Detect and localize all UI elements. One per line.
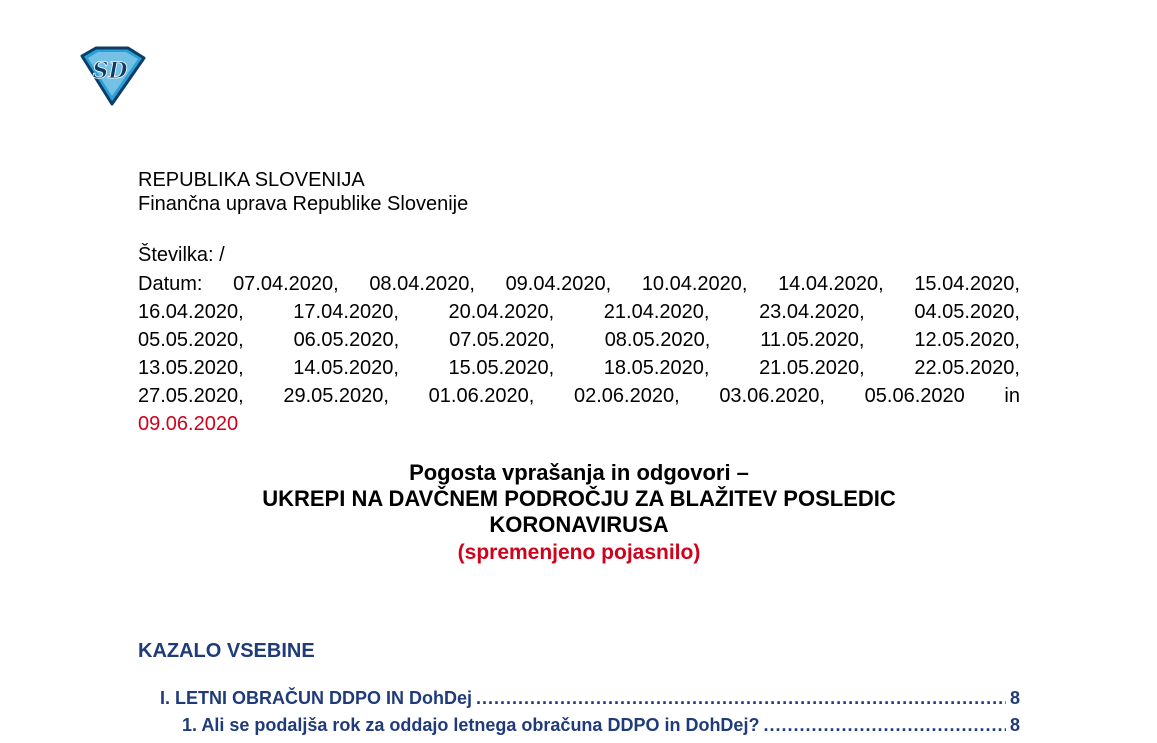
date-label: Datum:	[138, 273, 203, 295]
date-line	[138, 270, 1020, 298]
date-item: 12.05.2020,	[914, 329, 1020, 351]
issuer-header	[138, 168, 468, 216]
title-line-3: KORONAVIRUSA	[489, 512, 669, 537]
date-line	[138, 298, 1020, 326]
toc-entry-page[interactable]: 8	[1009, 715, 1020, 735]
document-title	[138, 460, 1020, 566]
date-item: 10.04.2020,	[641, 273, 748, 295]
date-item: 20.04.2020,	[448, 301, 555, 323]
date-line-latest	[138, 410, 1020, 438]
toc-entry-text[interactable]: I. LETNI OBRAČUN DDPO IN DohDej	[160, 688, 473, 708]
date-item: 07.05.2020,	[449, 329, 555, 351]
date-list	[138, 270, 1020, 438]
date-item: 16.04.2020,	[138, 301, 244, 323]
toc-leader-dots	[763, 715, 1006, 736]
date-item: 02.06.2020,	[573, 385, 680, 407]
date-item: 04.05.2020,	[914, 301, 1020, 323]
date-item: 27.05.2020,	[138, 385, 244, 407]
toc-entry[interactable]	[138, 688, 1020, 715]
date-conjunction: in	[1004, 385, 1020, 407]
authority-name: Finančna uprava Republike Slovenije	[138, 193, 469, 215]
date-item: 08.05.2020,	[604, 329, 711, 351]
toc-entry-page[interactable]: 8	[1009, 688, 1020, 708]
date-item: 09.04.2020,	[505, 273, 612, 295]
toc-entry[interactable]	[138, 715, 1020, 742]
date-item: 14.05.2020,	[293, 357, 399, 379]
date-item: 06.05.2020,	[293, 329, 400, 351]
changed-note: (spremenjeno pojasnilo)	[457, 541, 701, 564]
date-item: 15.05.2020,	[448, 357, 555, 379]
date-item: 05.06.2020	[864, 385, 965, 407]
logo-letters: SD	[92, 58, 128, 84]
date-item: 13.05.2020,	[138, 357, 244, 379]
latest-date: 09.06.2020	[138, 413, 239, 435]
date-item: 17.04.2020,	[293, 301, 399, 323]
sd-logo	[76, 46, 148, 106]
date-item: 29.05.2020,	[283, 385, 389, 407]
date-line	[138, 382, 1020, 410]
date-item: 15.04.2020,	[914, 273, 1020, 295]
toc-entry-text[interactable]: 1. Ali se podaljša rok za oddajo letnega obračuna DDPO in DohDej?	[182, 715, 760, 735]
date-item: 03.06.2020,	[719, 385, 825, 407]
toc-heading: KAZALO VSEBINE	[138, 640, 315, 662]
title-line-2: UKREPI NA DAVČNEM PODROČJU ZA BLAŽITEV POSLEDIC	[262, 486, 896, 511]
date-item: 08.04.2020,	[369, 273, 475, 295]
date-line	[138, 326, 1020, 354]
date-item: 21.05.2020,	[759, 357, 865, 379]
table-of-contents	[138, 688, 1020, 742]
date-line	[138, 354, 1020, 382]
date-item: 21.04.2020,	[603, 301, 710, 323]
date-item: 18.05.2020,	[603, 357, 710, 379]
title-line-1: Pogosta vprašanja in odgovori –	[409, 460, 749, 485]
date-item: 01.06.2020,	[428, 385, 535, 407]
date-item: 14.04.2020,	[778, 273, 884, 295]
country-name: REPUBLIKA SLOVENIJA	[138, 169, 365, 191]
date-item: 22.05.2020,	[914, 357, 1020, 379]
toc-leader-dots	[476, 688, 1006, 709]
date-item: 07.04.2020,	[233, 273, 339, 295]
date-item: 05.05.2020,	[138, 329, 244, 351]
document-number: Številka: /	[138, 244, 225, 266]
date-item: 23.04.2020,	[759, 301, 865, 323]
date-item: 11.05.2020,	[760, 329, 865, 351]
